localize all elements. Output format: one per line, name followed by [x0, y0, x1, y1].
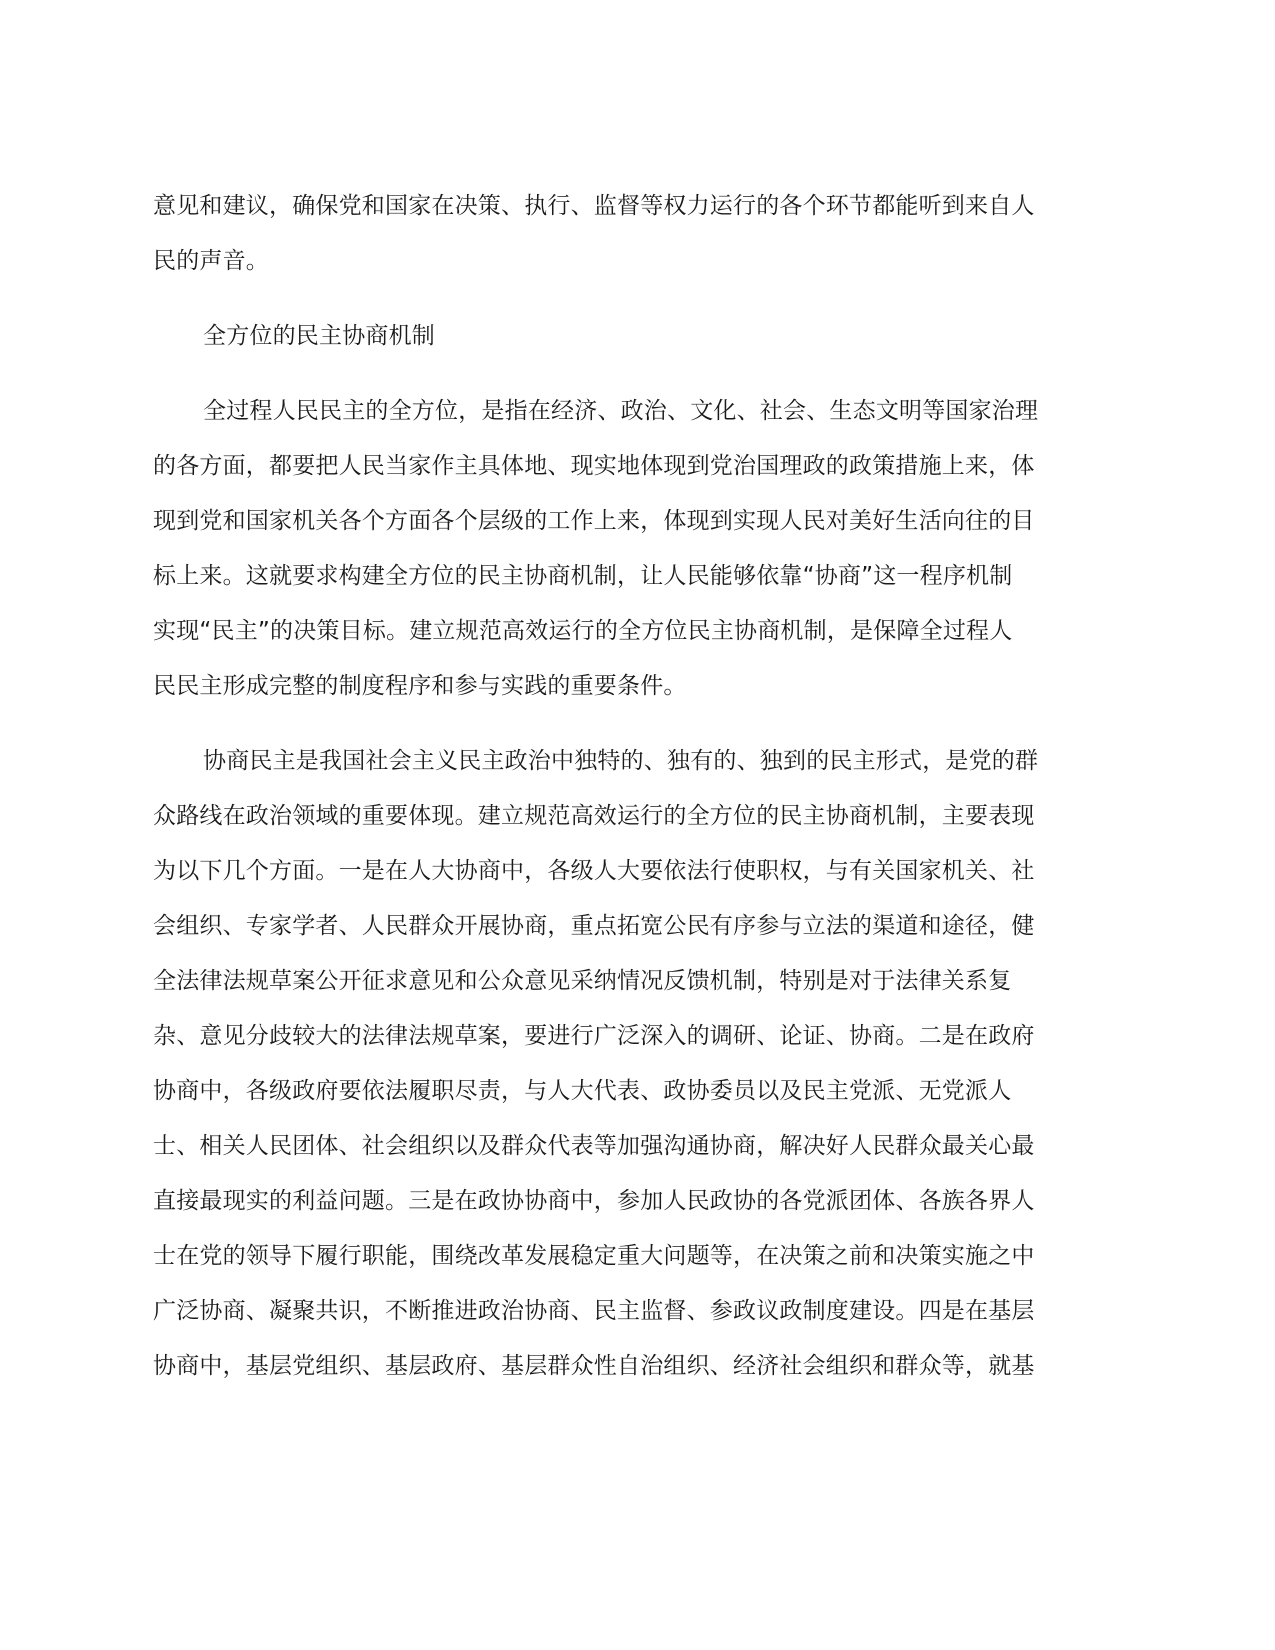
section-heading: 全方位的民主协商机制 [203, 323, 435, 349]
text-line: 民民主形成完整的制度程序和参与实践的重要条件。 [153, 673, 687, 699]
text-line: 的各方面，都要把人民当家作主具体地、现实地体现到党治国理政的政策措施上来，体 [153, 453, 1035, 479]
text-line: 意见和建议，确保党和国家在决策、执行、监督等权力运行的各个环节都能听到来自人 [153, 193, 1035, 219]
text-line: 杂、意见分歧较大的法律法规草案，要进行广泛深入的调研、论证、协商。二是在政府 [153, 1023, 1035, 1049]
text-line: 士、相关人民团体、社会组织以及群众代表等加强沟通协商，解决好人民群众最关心最 [153, 1133, 1035, 1159]
text-line: 协商中，各级政府要依法履职尽责，与人大代表、政协委员以及民主党派、无党派人 [153, 1078, 1012, 1104]
text-line: 士在党的领导下履行职能，围绕改革发展稳定重大问题等，在决策之前和决策实施之中 [153, 1243, 1035, 1269]
text-line: 广泛协商、凝聚共识，不断推进政治协商、民主监督、参政议政制度建设。四是在基层 [153, 1298, 1035, 1324]
text-line: 全法律法规草案公开征求意见和公众意见采纳情况反馈机制，特别是对于法律关系复 [153, 968, 1012, 994]
text-line: 为以下几个方面。一是在人大协商中，各级人大要依法行使职权，与有关国家机关、社 [153, 858, 1035, 884]
text-line: 全过程人民民主的全方位，是指在经济、政治、文化、社会、生态文明等国家治理 [203, 398, 1039, 424]
text-line: 众路线在政治领域的重要体现。建立规范高效运行的全方位的民主协商机制，主要表现 [153, 803, 1035, 829]
text-line: 实现“民主”的决策目标。建立规范高效运行的全方位民主协商机制，是保障全过程人 [153, 618, 1013, 644]
text-line: 现到党和国家机关各个方面各个层级的工作上来，体现到实现人民对美好生活向往的目 [153, 508, 1035, 534]
text-line: 直接最现实的利益问题。三是在政协协商中，参加人民政协的各党派团体、各族各界人 [153, 1188, 1035, 1214]
text-line: 协商民主是我国社会主义民主政治中独特的、独有的、独到的民主形式，是党的群 [203, 748, 1039, 774]
text-line: 会组织、专家学者、人民群众开展协商，重点拓宽公民有序参与立法的渠道和途径，健 [153, 913, 1035, 939]
text-line: 民的声音。 [153, 248, 269, 274]
text-line: 协商中，基层党组织、基层政府、基层群众性自治组织、经济社会组织和群众等，就基 [153, 1353, 1035, 1379]
text-line: 标上来。这就要求构建全方位的民主协商机制，让人民能够依靠“协商”这一程序机制 [153, 563, 1013, 589]
